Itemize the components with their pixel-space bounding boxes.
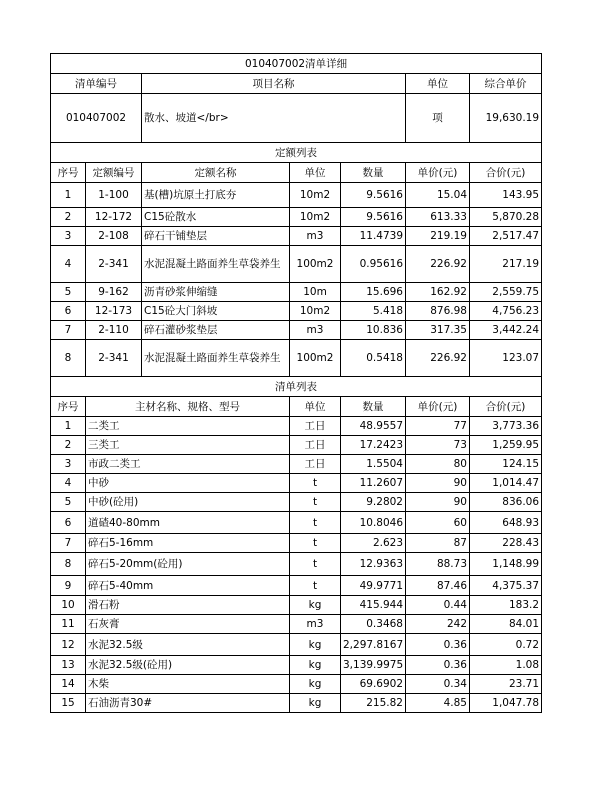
materials-row — [51, 694, 542, 713]
bill-header-row — [51, 74, 542, 94]
materials-cell: 648.93 — [470, 512, 542, 534]
quota-cell: 2-341 — [86, 246, 142, 283]
materials-cell: 5 — [51, 493, 86, 512]
materials-cell: 73 — [406, 436, 470, 455]
bill-name: 散水、坡道</br> — [142, 94, 406, 143]
materials-cell: kg — [290, 656, 341, 675]
materials-cell: 0.36 — [406, 656, 470, 675]
materials-row — [51, 553, 542, 576]
materials-cell: 1,148.99 — [470, 553, 542, 576]
quota-cell: 15.04 — [406, 183, 470, 208]
materials-cell: 4 — [51, 474, 86, 493]
quota-cell: 7 — [51, 321, 86, 340]
materials-cell: 49.9771 — [341, 576, 406, 596]
materials-cell: 道碴40-80mm — [86, 512, 290, 534]
quota-cell: 217.19 — [470, 246, 542, 283]
quota-header-row — [51, 163, 542, 183]
materials-cell: 77 — [406, 417, 470, 436]
quota-cell: 2-108 — [86, 227, 142, 246]
materials-cell: 0.72 — [470, 634, 542, 656]
quota-cell: 4 — [51, 246, 86, 283]
materials-row — [51, 436, 542, 455]
materials-cell: 水泥32.5级 — [86, 634, 290, 656]
quota-cell: 2,559.75 — [470, 283, 542, 302]
materials-row — [51, 534, 542, 553]
quota-cell: 10m2 — [290, 183, 341, 208]
materials-cell: t — [290, 576, 341, 596]
materials-cell: 0.34 — [406, 675, 470, 694]
materials-row — [51, 474, 542, 493]
materials-cell: m3 — [290, 615, 341, 634]
materials-cell: kg — [290, 694, 341, 713]
quota-cell: 9.5616 — [341, 183, 406, 208]
materials-cell: 12 — [51, 634, 86, 656]
quota-cell: 123.07 — [470, 340, 542, 377]
quota-cell: 317.35 — [406, 321, 470, 340]
materials-cell: 3,773.36 — [470, 417, 542, 436]
quota-col-header: 单价(元) — [406, 163, 470, 183]
quota-cell: 5,870.28 — [470, 208, 542, 227]
materials-cell: 工日 — [290, 436, 341, 455]
quota-cell: 0.95616 — [341, 246, 406, 283]
materials-cell: 4.85 — [406, 694, 470, 713]
quota-cell: 0.5418 — [341, 340, 406, 377]
page-title: 010407002清单详细 — [51, 54, 542, 74]
quota-cell: 226.92 — [406, 246, 470, 283]
quota-cell: 10m2 — [290, 302, 341, 321]
materials-cell: t — [290, 474, 341, 493]
quota-row — [51, 340, 542, 377]
quota-col-header: 定额编号 — [86, 163, 142, 183]
quota-cell: 12-172 — [86, 208, 142, 227]
quota-col-header: 定额名称 — [142, 163, 290, 183]
materials-cell: t — [290, 512, 341, 534]
materials-cell: 90 — [406, 474, 470, 493]
materials-col-header: 序号 — [51, 397, 86, 417]
quota-row — [51, 321, 542, 340]
materials-col-header: 主材名称、规格、型号 — [86, 397, 290, 417]
materials-cell: 0.44 — [406, 596, 470, 615]
materials-cell: 23.71 — [470, 675, 542, 694]
materials-cell: 8 — [51, 553, 86, 576]
quota-cell: 水泥混凝土路面养生草袋养生 — [142, 246, 290, 283]
quota-cell: 5.418 — [341, 302, 406, 321]
quota-cell: 8 — [51, 340, 86, 377]
materials-cell: t — [290, 493, 341, 512]
quota-cell: 碎石灌砂浆垫层 — [142, 321, 290, 340]
materials-cell: 7 — [51, 534, 86, 553]
materials-section-title: 清单列表 — [51, 377, 542, 397]
materials-cell: 836.06 — [470, 493, 542, 512]
quota-cell: 5 — [51, 283, 86, 302]
label-code: 清单编号 — [51, 74, 142, 94]
materials-cell: 9 — [51, 576, 86, 596]
quota-cell: 876.98 — [406, 302, 470, 321]
materials-cell: 10 — [51, 596, 86, 615]
materials-cell: 124.15 — [470, 455, 542, 474]
materials-cell: 87.46 — [406, 576, 470, 596]
materials-cell: 1,047.78 — [470, 694, 542, 713]
quota-section-row — [51, 143, 542, 163]
label-name: 项目名称 — [142, 74, 406, 94]
bill-unit: 项 — [406, 94, 470, 143]
materials-row — [51, 576, 542, 596]
quota-cell: 10m — [290, 283, 341, 302]
label-unit: 单位 — [406, 74, 470, 94]
materials-cell: 中砂(砼用) — [86, 493, 290, 512]
quota-cell: 3,442.24 — [470, 321, 542, 340]
materials-header-row — [51, 397, 542, 417]
materials-row — [51, 493, 542, 512]
quota-cell: 143.95 — [470, 183, 542, 208]
materials-cell: 228.43 — [470, 534, 542, 553]
materials-cell: 滑石粉 — [86, 596, 290, 615]
quota-cell: 12-173 — [86, 302, 142, 321]
materials-cell: 工日 — [290, 417, 341, 436]
materials-cell: 183.2 — [470, 596, 542, 615]
quota-cell: 基(槽)坑原土打底夯 — [142, 183, 290, 208]
materials-cell: 中砂 — [86, 474, 290, 493]
quota-row — [51, 246, 542, 283]
label-price: 综合单价 — [470, 74, 542, 94]
materials-row — [51, 455, 542, 474]
quota-cell: 10.836 — [341, 321, 406, 340]
materials-cell: 415.944 — [341, 596, 406, 615]
bill-value-row — [51, 94, 542, 143]
quota-cell: 11.4739 — [341, 227, 406, 246]
materials-cell: 3 — [51, 455, 86, 474]
materials-cell: 88.73 — [406, 553, 470, 576]
materials-cell: 215.82 — [341, 694, 406, 713]
materials-cell: 木柴 — [86, 675, 290, 694]
materials-cell: 三类工 — [86, 436, 290, 455]
quota-cell: 2 — [51, 208, 86, 227]
materials-cell: 11.2607 — [341, 474, 406, 493]
quota-section-title: 定额列表 — [51, 143, 542, 163]
quota-cell: 2-341 — [86, 340, 142, 377]
materials-cell: kg — [290, 675, 341, 694]
quota-cell: 10m2 — [290, 208, 341, 227]
materials-cell: 二类工 — [86, 417, 290, 436]
materials-cell: 90 — [406, 493, 470, 512]
materials-cell: 69.6902 — [341, 675, 406, 694]
materials-cell: kg — [290, 596, 341, 615]
quota-row — [51, 183, 542, 208]
quota-cell: 9-162 — [86, 283, 142, 302]
quota-col-header: 数量 — [341, 163, 406, 183]
materials-cell: 市政二类工 — [86, 455, 290, 474]
quota-cell: 100m2 — [290, 340, 341, 377]
materials-cell: 3,139.9975 — [341, 656, 406, 675]
quota-col-header: 合价(元) — [470, 163, 542, 183]
bill-code: 010407002 — [51, 94, 142, 143]
quota-cell: 2-110 — [86, 321, 142, 340]
bill-price: 19,630.19 — [470, 94, 542, 143]
materials-cell: 9.2802 — [341, 493, 406, 512]
quota-row — [51, 208, 542, 227]
materials-col-header: 单位 — [290, 397, 341, 417]
quota-cell: 9.5616 — [341, 208, 406, 227]
materials-row — [51, 417, 542, 436]
quota-row — [51, 227, 542, 246]
quota-cell: 沥青砂浆伸缩缝 — [142, 283, 290, 302]
bill-detail-sheet — [50, 53, 541, 713]
materials-cell: 石油沥青30# — [86, 694, 290, 713]
materials-cell: 14 — [51, 675, 86, 694]
quota-cell: C15砼散水 — [142, 208, 290, 227]
quota-cell: 碎石干铺垫层 — [142, 227, 290, 246]
materials-row — [51, 596, 542, 615]
title-row — [51, 54, 542, 74]
materials-cell: 碎石5-16mm — [86, 534, 290, 553]
materials-row — [51, 512, 542, 534]
quota-cell: m3 — [290, 227, 341, 246]
quota-cell: 219.19 — [406, 227, 470, 246]
quota-cell: 162.92 — [406, 283, 470, 302]
materials-col-header: 数量 — [341, 397, 406, 417]
materials-cell: 17.2423 — [341, 436, 406, 455]
materials-cell: 水泥32.5级(砼用) — [86, 656, 290, 675]
bill-detail-table — [50, 53, 542, 713]
materials-cell: 2,297.8167 — [341, 634, 406, 656]
materials-cell: 碎石5-20mm(砼用) — [86, 553, 290, 576]
materials-row — [51, 675, 542, 694]
materials-col-header: 合价(元) — [470, 397, 542, 417]
materials-cell: 2 — [51, 436, 86, 455]
materials-cell: 1,014.47 — [470, 474, 542, 493]
materials-cell: 87 — [406, 534, 470, 553]
quota-cell: m3 — [290, 321, 341, 340]
materials-cell: 10.8046 — [341, 512, 406, 534]
materials-cell: 石灰膏 — [86, 615, 290, 634]
quota-cell: 226.92 — [406, 340, 470, 377]
quota-cell: C15砼大门斜坡 — [142, 302, 290, 321]
materials-cell: 15 — [51, 694, 86, 713]
materials-cell: 60 — [406, 512, 470, 534]
materials-cell: 12.9363 — [341, 553, 406, 576]
materials-row — [51, 656, 542, 675]
materials-cell: 242 — [406, 615, 470, 634]
quota-cell: 613.33 — [406, 208, 470, 227]
materials-cell: 1.08 — [470, 656, 542, 675]
materials-cell: 84.01 — [470, 615, 542, 634]
materials-cell: t — [290, 534, 341, 553]
materials-cell: kg — [290, 634, 341, 656]
materials-cell: 4,375.37 — [470, 576, 542, 596]
quota-cell: 水泥混凝土路面养生草袋养生 — [142, 340, 290, 377]
materials-cell: 0.36 — [406, 634, 470, 656]
quota-cell: 2,517.47 — [470, 227, 542, 246]
materials-row — [51, 615, 542, 634]
quota-cell: 100m2 — [290, 246, 341, 283]
materials-cell: 80 — [406, 455, 470, 474]
materials-cell: 2.623 — [341, 534, 406, 553]
quota-col-header: 单位 — [290, 163, 341, 183]
quota-row — [51, 283, 542, 302]
materials-col-header: 单价(元) — [406, 397, 470, 417]
materials-cell: 1,259.95 — [470, 436, 542, 455]
quota-row — [51, 302, 542, 321]
quota-col-header: 序号 — [51, 163, 86, 183]
quota-cell: 15.696 — [341, 283, 406, 302]
materials-cell: 1 — [51, 417, 86, 436]
materials-cell: 11 — [51, 615, 86, 634]
materials-cell: 0.3468 — [341, 615, 406, 634]
materials-row — [51, 634, 542, 656]
materials-cell: 1.5504 — [341, 455, 406, 474]
quota-cell: 6 — [51, 302, 86, 321]
materials-cell: 工日 — [290, 455, 341, 474]
quota-cell: 4,756.23 — [470, 302, 542, 321]
materials-cell: 6 — [51, 512, 86, 534]
materials-cell: 13 — [51, 656, 86, 675]
materials-cell: 碎石5-40mm — [86, 576, 290, 596]
quota-cell: 1 — [51, 183, 86, 208]
materials-cell: 48.9557 — [341, 417, 406, 436]
materials-section-row — [51, 377, 542, 397]
materials-cell: t — [290, 553, 341, 576]
quota-cell: 3 — [51, 227, 86, 246]
quota-cell: 1-100 — [86, 183, 142, 208]
